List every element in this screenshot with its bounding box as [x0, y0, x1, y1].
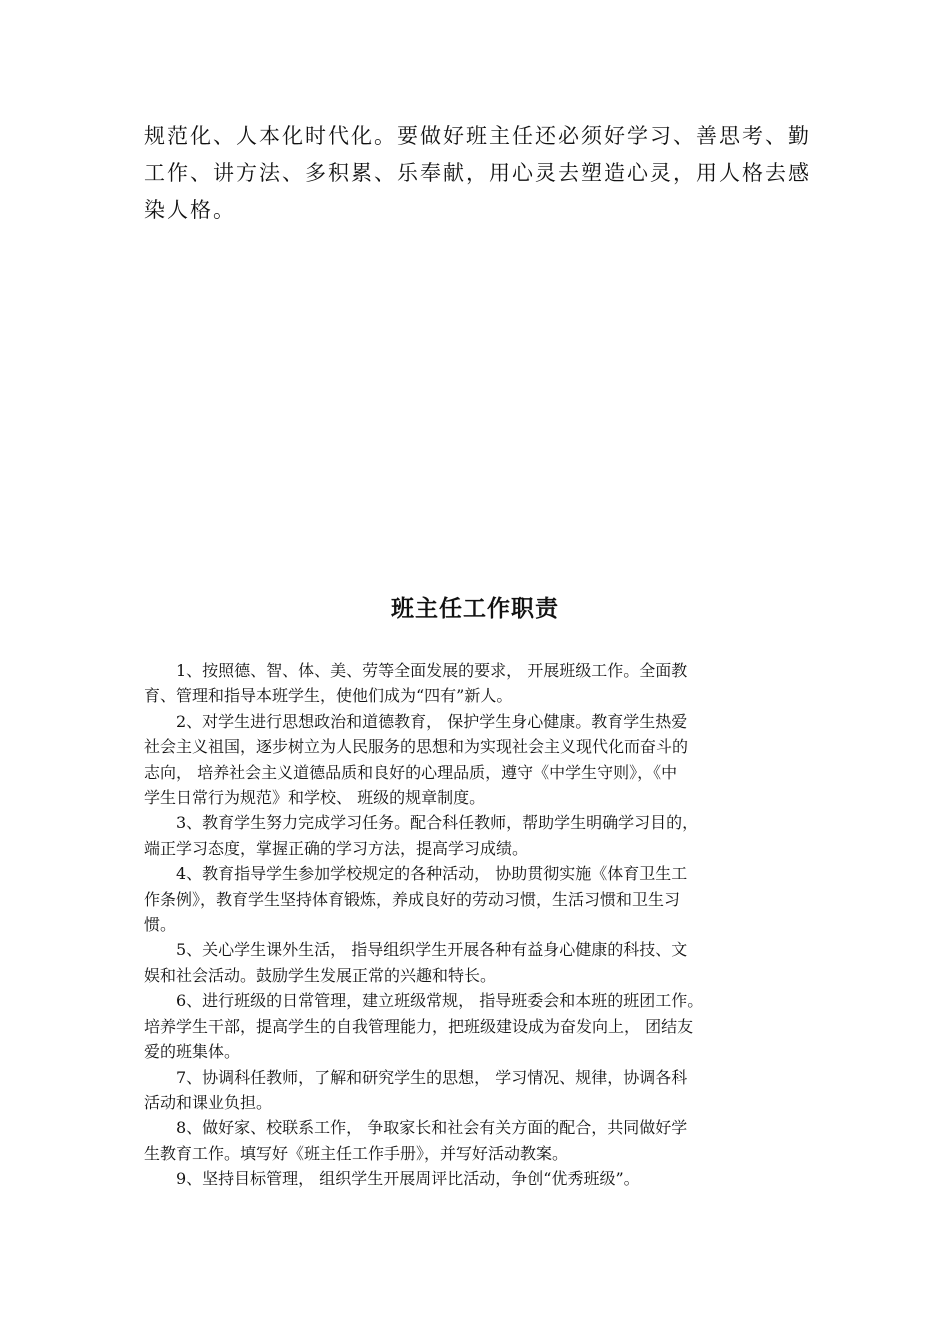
duty-item-5 — [144, 937, 804, 988]
duty-line: 育、管理和指导本班学生，使他们成为“四有”新人。 — [144, 686, 513, 706]
duty-item-2 — [144, 709, 804, 811]
duty-line: 志向， 培养社会主义道德品质和良好的心理品质，遵守《中学生守则》，《中 — [144, 762, 678, 782]
duty-line: 生教育工作。填写好《班主任工作手册》，并写好活动教案。 — [144, 1143, 569, 1163]
duty-line: 端正学习态度，掌握正确的学习方法，提高学习成绩。 — [144, 838, 529, 858]
intro-line: 染人格。 — [144, 198, 236, 222]
duty-item-7 — [144, 1065, 804, 1116]
duty-line: 1、按照德、智、体、美、劳等全面发展的要求， 开展班级工作。全面教 — [176, 661, 688, 680]
duty-line: 4、教育指导学生参加学校规定的各种活动， 协助贯彻实施《体育卫生工 — [176, 864, 688, 884]
duty-item-1 — [144, 658, 804, 709]
page-title: 班主任工作职责 — [391, 596, 559, 622]
duty-item-4 — [144, 861, 804, 937]
duty-line: 3、教育学生努力完成学习任务。配合科任教师，帮助学生明确学习目的， — [176, 813, 699, 833]
intro-line: 规范化、人本化时代化。要做好班主任还必须好学习、善思考、勤 — [144, 124, 811, 148]
duty-item-6 — [144, 988, 804, 1064]
duty-line: 7、协调科任教师，了解和研究学生的思想， 学习情况、规律，协调各科 — [176, 1067, 688, 1087]
duty-item-3 — [144, 810, 804, 861]
intro-paragraph — [144, 118, 811, 229]
duty-line: 6、进行班级的日常管理，建立班级常规， 指导班委会和本班的班团工作。 — [176, 991, 704, 1011]
duty-item-8 — [144, 1115, 804, 1166]
duty-line: 活动和课业负担。 — [144, 1092, 273, 1112]
duty-line: 学生日常行为规范》和学校、 班级的规章制度。 — [144, 788, 486, 808]
duty-line: 8、做好家、校联系工作， 争取家长和社会有关方面的配合，共同做好学 — [176, 1118, 688, 1138]
duty-line: 5、关心学生课外生活， 指导组织学生开展各种有益身心健康的科技、文 — [176, 940, 688, 960]
duty-line: 2、对学生进行思想政治和道德教育， 保护学生身心健康。教育学生热爱 — [176, 711, 688, 731]
intro-line: 工作、讲方法、多积累、乐奉献，用心灵去塑造心灵，用人格去感 — [144, 161, 811, 185]
duty-line: 9、坚持目标管理， 组织学生开展周评比活动，争创“优秀班级”。 — [176, 1169, 640, 1189]
duty-line: 惯。 — [144, 915, 177, 935]
duty-line: 爱的班集体。 — [144, 1042, 241, 1062]
duty-line: 娱和社会活动。鼓励学生发展正常的兴趣和特长。 — [144, 965, 497, 985]
duty-line: 培养学生干部，提高学生的自我管理能力，把班级建设成为奋发向上， 团结友 — [144, 1016, 694, 1036]
duty-item-9 — [144, 1166, 804, 1191]
duty-line: 社会主义祖国，逐步树立为人民服务的思想和为实现社会主义现代化而奋斗的 — [144, 737, 689, 757]
duty-line: 作条例》，教育学生坚持体育锻炼，养成良好的劳动习惯，生活习惯和卫生习 — [144, 889, 681, 909]
duties-list — [144, 658, 804, 1192]
